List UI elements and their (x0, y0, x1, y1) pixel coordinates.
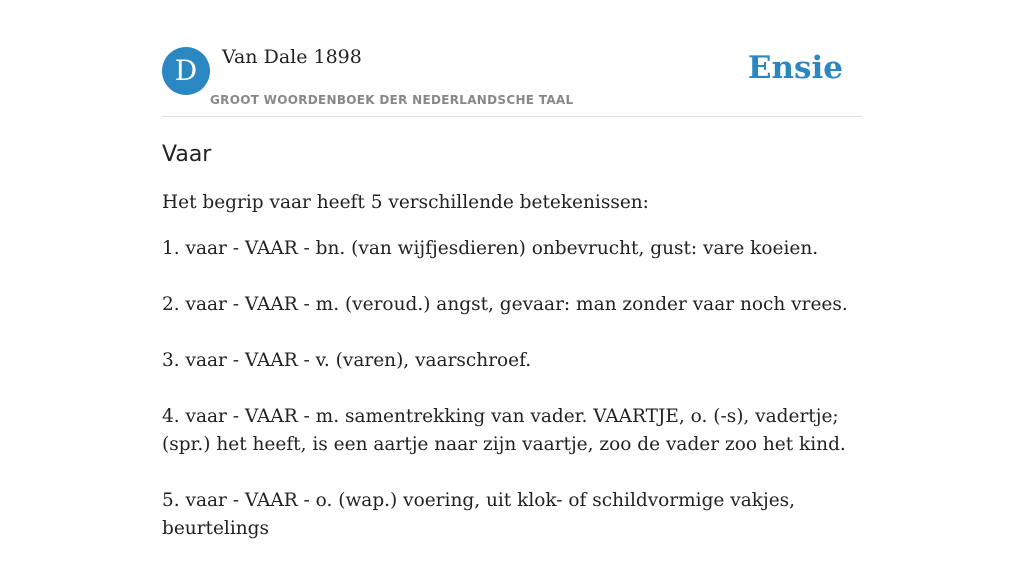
definition-item: 1. vaar - VAAR - bn. (van wijfjesdieren) onbevrucht, gust: vare koeien. (162, 238, 819, 259)
site-header (162, 46, 862, 117)
dictionary-subtitle: GROOT WOORDENBOEK DER NEDERLANDSCHE TAAL (210, 93, 574, 107)
dictionary-title[interactable]: Van Dale 1898 (222, 46, 362, 68)
definition-item: 5. vaar - VAAR - o. (wap.) voering, uit klok- of schildvormige vakjes, beurtelings (162, 490, 796, 539)
definition-item: 4. vaar - VAAR - m. samentrekking van vader. VAARTJE, o. (-s), vadertje; (spr.) het heeft, is een aartje naar zijn vaartje, zoo de vader zoo het kind. (162, 406, 846, 455)
entry-intro: Het begrip vaar heeft 5 verschillende betekenissen: (162, 192, 649, 213)
definition-list (162, 235, 862, 543)
entry-content (162, 138, 862, 571)
definition-item: 3. vaar - VAAR - v. (varen), vaarschroef. (162, 350, 532, 371)
entry-title: Vaar (162, 142, 212, 167)
definition-item: 2. vaar - VAAR - m. (veroud.) angst, gevaar: man zonder vaar noch vrees. (162, 294, 848, 315)
ensie-brand-logo[interactable]: Ensie (747, 50, 843, 86)
dictionary-logo[interactable]: D (162, 47, 210, 95)
